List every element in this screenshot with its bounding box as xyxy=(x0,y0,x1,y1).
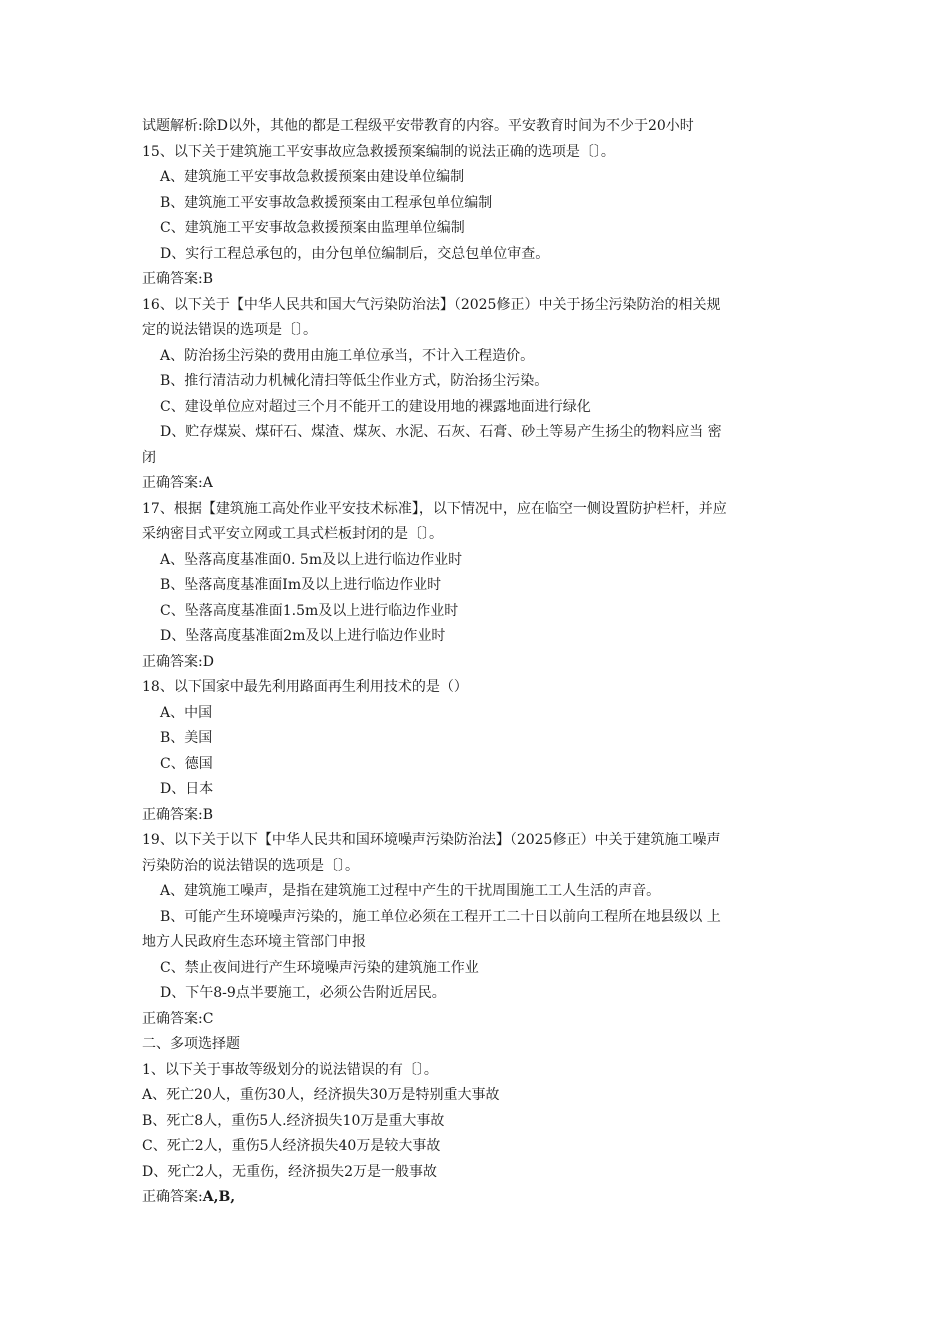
text-line: B、美国 xyxy=(160,730,213,746)
text-line: C、禁止夜间进行产生环境噪声污染的建筑施工作业 xyxy=(160,959,479,976)
text-line: C、死亡2人，重伤5人经济损失40万是较大事故 xyxy=(142,1138,441,1154)
text-line: A、中国 xyxy=(160,704,213,721)
answer-value: A,B, xyxy=(202,1189,236,1205)
text-line: C、德国 xyxy=(160,755,213,772)
text-line: 正确答案:A xyxy=(142,475,213,491)
text-line: A、防治扬尘污染的费用由施工单位承当，不计入工程造价。 xyxy=(160,347,535,364)
text-line: 污染防治的说法错误的选项是〔〕。 xyxy=(142,857,359,874)
text-line: 15、以下关于建筑施工平安事故应急救援预案编制的说法正确的选项是〔〕。 xyxy=(142,143,615,160)
text-line: 正确答案:C xyxy=(142,1010,214,1027)
text-line: 17、根据【建筑施工高处作业平安技术标准】，以下情况中，应在临空一侧设置防护栏杆，并应 xyxy=(142,500,727,517)
text-line: D、下午8-9点半要施工，必须公告附近居民。 xyxy=(160,985,446,1001)
text-line: D、日本 xyxy=(160,781,214,797)
text-line: C、坠落高度基准面1.5m及以上进行临边作业时 xyxy=(160,602,459,619)
text-line: B、坠落高度基准面Im及以上进行临边作业时 xyxy=(160,577,442,593)
text-line: 19、以下关于以下【中华人民共和国环境噪声污染防治法】（2025修正）中关于建筑施工噪声 xyxy=(142,832,721,848)
text-line: D、死亡2人，无重伤，经济损失2万是一般事故 xyxy=(142,1163,438,1180)
text-line: D、贮存煤炭、煤矸石、煤渣、煤灰、水泥、石灰、石膏、砂土等易产生扬尘的物料应当 密 xyxy=(160,424,722,440)
text-line: D、实行工程总承包的，由分包单位编制后，交总包单位审查。 xyxy=(160,245,550,262)
text-line: 1、以下关于事故等级划分的说法错误的有〔〕。 xyxy=(142,1061,438,1078)
text-line: 闭 xyxy=(142,449,156,466)
text-line: 正确答案:B xyxy=(142,806,214,823)
text-line: 16、以下关于【中华人民共和国大气污染防治法】（2025修正）中关于扬尘污染防治的相关规 xyxy=(142,296,721,313)
text-line: A、建筑施工噪声，是指在建筑施工过程中产生的干扰周围施工工人生活的声音。 xyxy=(160,883,661,899)
text-line: 试题解析:除D以外，其他的都是工程级平安带教育的内容。平安教育时间为不少于20小时 xyxy=(142,118,694,134)
text-line: 地方人民政府生态环境主管部门申报 xyxy=(142,934,366,950)
text-line: 二、多项选择题 xyxy=(142,1036,240,1052)
text-line: B、建筑施工平安事故急救援预案由工程承包单位编制 xyxy=(160,194,493,211)
final-answer-line xyxy=(142,1185,822,1211)
text-line: C、建设单位应对超过三个月不能开工的建设用地的裸露地面进行绿化 xyxy=(160,398,591,415)
text-line: B、可能产生环境噪声污染的，施工单位必须在工程开工二十日以前向工程所在地县级以 上 xyxy=(160,908,721,925)
text-line: B、推行清洁动力机械化清扫等低尘作业方式，防治扬尘污染。 xyxy=(160,373,549,389)
text-line: 采纳密目式平安立网或工具式栏板封闭的是〔〕。 xyxy=(142,526,443,542)
text-line: A、建筑施工平安事故急救援预案由建设单位编制 xyxy=(160,169,465,185)
text-line: C、建筑施工平安事故急救援预案由监理单位编制 xyxy=(160,220,465,236)
text-line: A、坠落高度基准面0. 5m及以上进行临边作业时 xyxy=(160,551,463,568)
document-body xyxy=(142,114,822,1185)
text-line: D、坠落高度基准面2m及以上进行临边作业时 xyxy=(160,628,446,644)
answer-label: 正确答案: xyxy=(142,1189,203,1205)
document-page xyxy=(142,114,822,1211)
text-line: 定的说法错误的选项是〔〕。 xyxy=(142,322,317,338)
text-line: A、死亡20人，重伤30人，经济损失30万是特别重大事故 xyxy=(142,1087,500,1103)
text-line: 正确答案:D xyxy=(142,653,214,670)
text-line: 正确答案:B xyxy=(142,271,214,287)
text-line: B、死亡8人，重伤5人.经济损失10万是重大事故 xyxy=(142,1112,445,1129)
text-line: 18、以下国家中最先利用路面再生利用技术的是（） xyxy=(142,679,468,695)
